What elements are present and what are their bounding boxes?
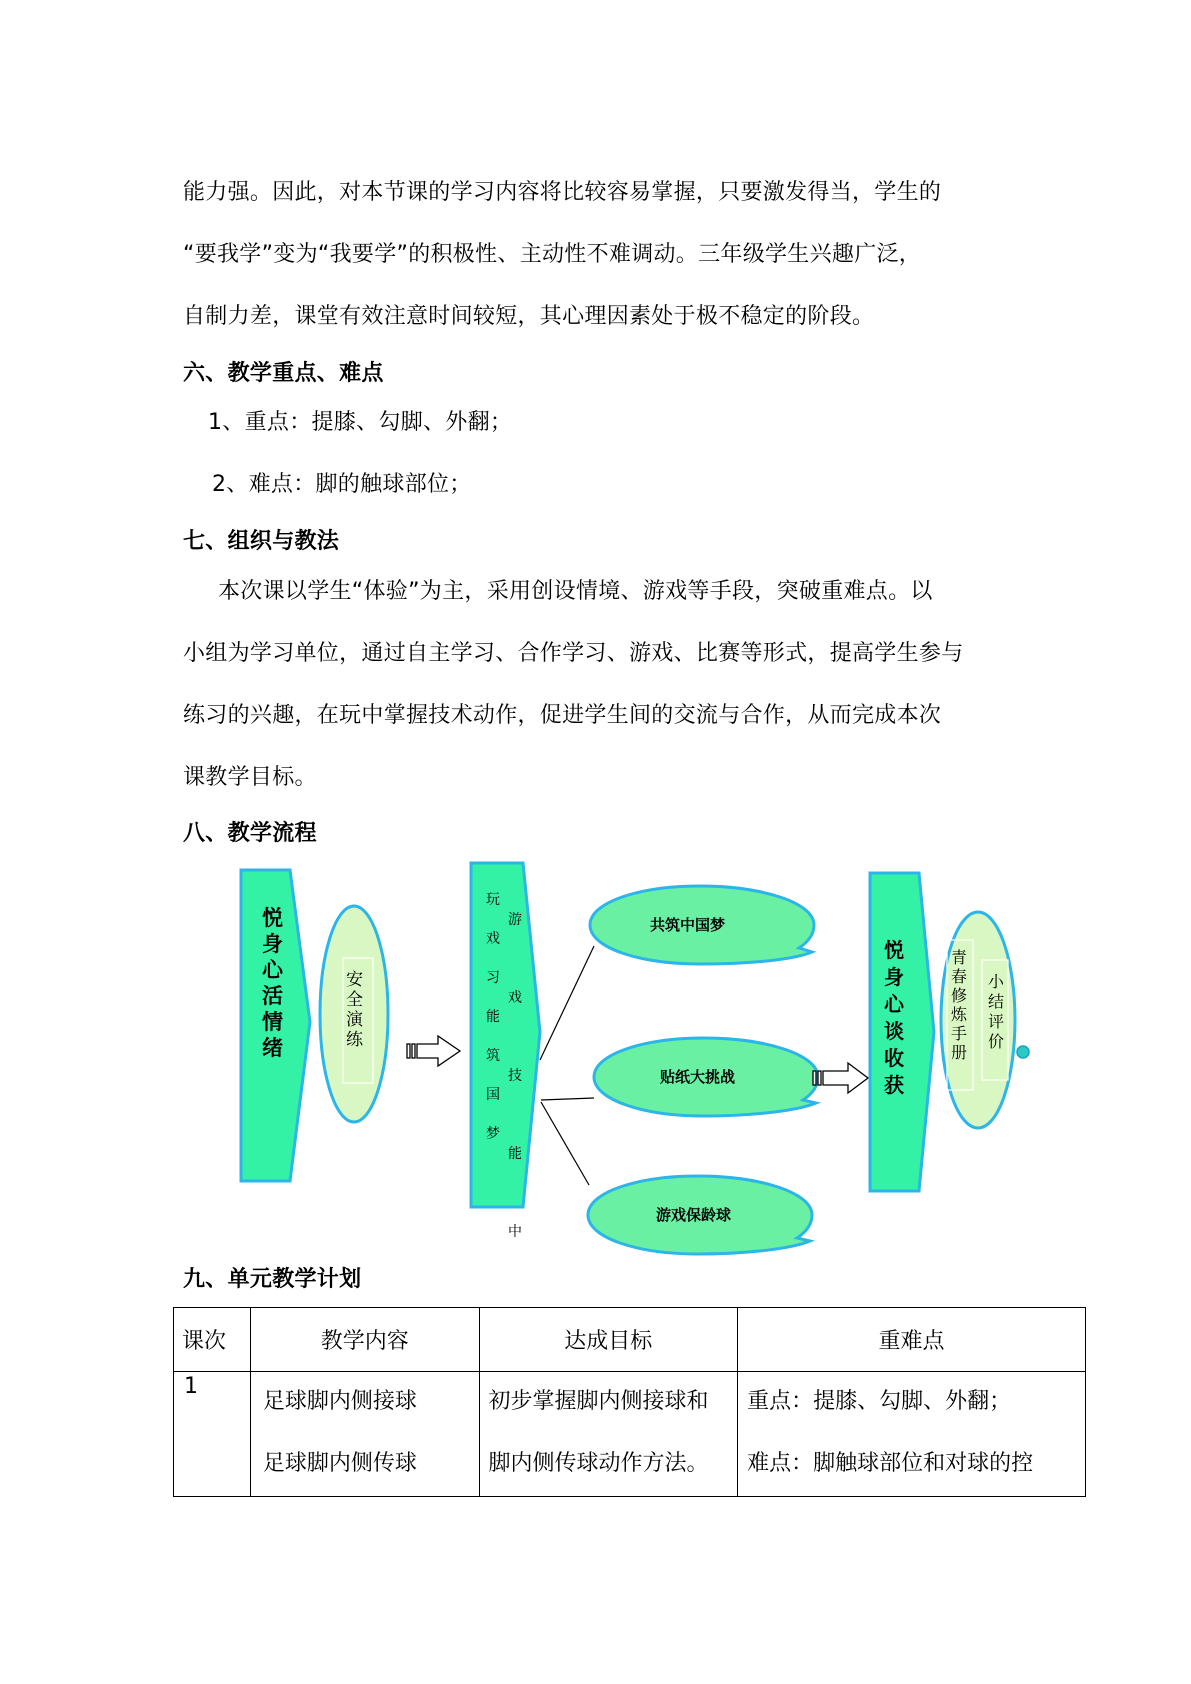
connector-line-1 [540, 946, 594, 1060]
table-cell-key [738, 1372, 1086, 1497]
flow-arrow-1 [407, 1036, 460, 1066]
table-cell-content [250, 1372, 479, 1497]
unit-plan-table [173, 1307, 1086, 1497]
connector-line-2 [541, 1098, 594, 1100]
section7-line-2: 小组为学习单位，通过自主学习、合作学习、游戏、比赛等形式，提高学生参与 [183, 641, 964, 666]
connector-line-3 [541, 1102, 589, 1185]
flow-box-1-label: 悦身心活情绪 [262, 905, 283, 1060]
section7-line-1: 本次课以学生“体验”为主，采用创设情境、游戏等手段，突破重难点。以 [218, 579, 933, 604]
section6-item-2: 2、难点：脚的触球部位； [212, 472, 472, 497]
content-line-2: 足球脚内侧传球 [262, 1451, 417, 1476]
flow-box-2-label-left: 玩戏习能筑国梦 [486, 892, 500, 1142]
section7-line-3: 练习的兴趣，在玩中掌握技术动作，促进学生间的交流与合作，从而完成本次 [183, 703, 942, 728]
table-header-row [174, 1308, 1086, 1372]
section6-item-1: 1、重点：提膝、勾脚、外翻； [208, 410, 513, 435]
table-header-key: 重难点 [738, 1308, 1086, 1372]
section7-line-4: 课教学目标。 [183, 765, 317, 790]
paragraph-line-1: 能力强。因此，对本节课的学习内容将比较容易掌握，只要激发得当，学生的 [183, 180, 942, 205]
paragraph-line-3: 自制力差，课堂有效注意时间较短，其心理因素处于极不稳定的阶段。 [183, 304, 875, 329]
flow-end-dot [1017, 1046, 1029, 1058]
flow-box-2-shape [471, 863, 540, 1240]
key-line-1: 重点：提膝、勾脚、外翻； [747, 1389, 1012, 1414]
key-line-2: 难点：脚触球部位和对球的控 [747, 1451, 1034, 1476]
table-row [174, 1372, 1086, 1497]
content-line-1: 足球脚内侧接球 [262, 1389, 417, 1414]
flow-oval-2-label-right: 小结评价 [988, 972, 1005, 1051]
flow-bubble-2-label: 贴纸大挑战 [660, 1068, 736, 1086]
flow-arrow-2 [813, 1063, 868, 1093]
flow-box-3-label: 悦身心谈收获 [884, 938, 904, 1097]
table-cell-lesson [174, 1372, 251, 1497]
flow-bubble-3-label: 游戏保龄球 [656, 1206, 732, 1224]
table-cell-goal [479, 1372, 738, 1497]
table-header-lesson: 课次 [174, 1308, 251, 1372]
flow-box-2-label-right: 游戏技能中 [508, 912, 522, 1240]
goal-line-1: 初步掌握脚内侧接球和 [488, 1389, 709, 1414]
flow-oval-1-label: 安全演练 [346, 970, 363, 1050]
flow-oval-2-label-left: 青春修炼手册 [951, 948, 968, 1062]
table-header-content: 教学内容 [250, 1308, 479, 1372]
section6-title: 六、教学重点、难点 [183, 361, 384, 386]
lesson-number: 1 [184, 1374, 198, 1399]
section8-title: 八、教学流程 [183, 821, 317, 846]
paragraph-line-2: “要我学”变为“我要学”的积极性、主动性不难调动。三年级学生兴趣广泛， [183, 242, 922, 267]
table-header-goal: 达成目标 [479, 1308, 738, 1372]
flow-bubble-1-label: 共筑中国梦 [650, 916, 726, 934]
goal-line-2: 脚内侧传球动作方法。 [488, 1451, 709, 1476]
section7-title: 七、组织与教法 [183, 529, 340, 554]
section9-title: 九、单元教学计划 [183, 1267, 362, 1292]
